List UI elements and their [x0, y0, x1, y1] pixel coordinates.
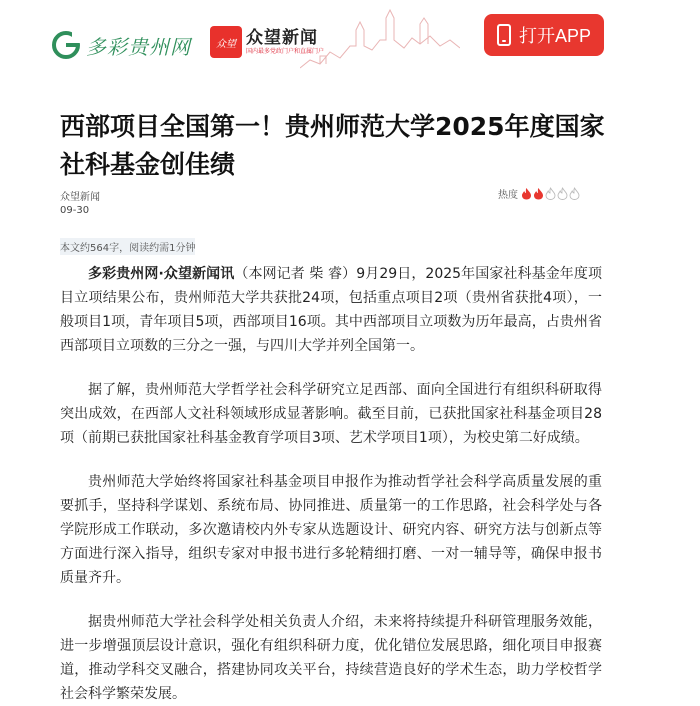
- duocai-guizhou-logo[interactable]: [52, 28, 191, 62]
- heat-label: 热度: [498, 190, 518, 201]
- article-body: [60, 262, 602, 706]
- heat-flames: [521, 187, 581, 200]
- brand-right-sub: 国内最多党政门户和直属门户: [246, 48, 325, 55]
- article-lead: 多彩贵州网·众望新闻讯: [88, 266, 235, 282]
- flame-icon-active: [533, 187, 544, 200]
- read-time-info: 本文约564字，阅读约需1分钟: [60, 238, 195, 255]
- flame-icon-inactive: [569, 187, 580, 200]
- zhongwang-logo-icon: [210, 26, 242, 58]
- article-p1-text: （本网记者 柴 睿）9月29日，2025年国家社科基金年度项目立项结果公布，贵州师范大学共获批24项，包括重点项目2项（贵州省获批4项），一般项目1项，青年项目5项，西部项目16项。其中西部项目立项数为历年最高，占贵州省西部项目立项数的三分之一强，与四川大学并列全国第一。: [60, 266, 603, 354]
- article-date: 09-30: [60, 205, 90, 216]
- flame-icon-active: [521, 187, 532, 200]
- brand-right-name: 众望新闻: [246, 28, 318, 48]
- article-paragraph: 据了解，贵州师范大学哲学社会科学研究立足西部、面向全国进行有组织科研取得突出成效，在西部人文社科领域形成显著影响。截至目前，已获批国家社科基金项目28项（前期已获批国家社科基金教育学项目3项、艺术学项目1项），为校史第二好成绩。: [60, 382, 602, 446]
- app-header: [0, 0, 700, 88]
- article-source[interactable]: 众望新闻: [60, 192, 100, 203]
- heat-indicator: [498, 186, 581, 201]
- brand-left-text: 多彩贵州网: [86, 34, 191, 59]
- article-paragraph: 据贵州师范大学社会科学处相关负责人介绍，未来将持续提升科研管理服务效能，进一步增强顶层设计意识，强化有组织科研力度，优化错位发展思路，细化项目申报赛道，推动学科交叉融合，搭建协同攻关平台，持续营造良好的学术生态，助力学校哲学社会科学繁荣发展。: [60, 614, 602, 702]
- open-app-label: 打开APP: [518, 26, 592, 46]
- open-app-button[interactable]: [484, 14, 604, 56]
- zw-logo-text: 众望: [216, 38, 236, 50]
- zhongwang-news-logo[interactable]: [210, 26, 324, 58]
- article-paragraph: 贵州师范大学始终将国家社科基金项目申报作为推动哲学社会科学高质量发展的重要抓手，坚持科学谋划、系统布局、协同推进、质量第一的工作思路，社会科学处与各学院形成工作联动，多次邀请校内外专家从选题设计、研究内容、研究方法与创新点等方面进行深入指导，组织专家对申报书进行多轮精细打磨、一对一辅导等，确保申报书质量齐升。: [60, 474, 602, 586]
- article-paragraph: [60, 262, 602, 358]
- phone-icon: [497, 24, 511, 46]
- article-title: 西部项目全国第一！贵州师范大学2025年度国家社科基金创佳绩: [60, 112, 605, 179]
- g-logo-icon: [52, 31, 80, 59]
- flame-icon-inactive: [545, 187, 556, 200]
- flame-icon-inactive: [557, 187, 568, 200]
